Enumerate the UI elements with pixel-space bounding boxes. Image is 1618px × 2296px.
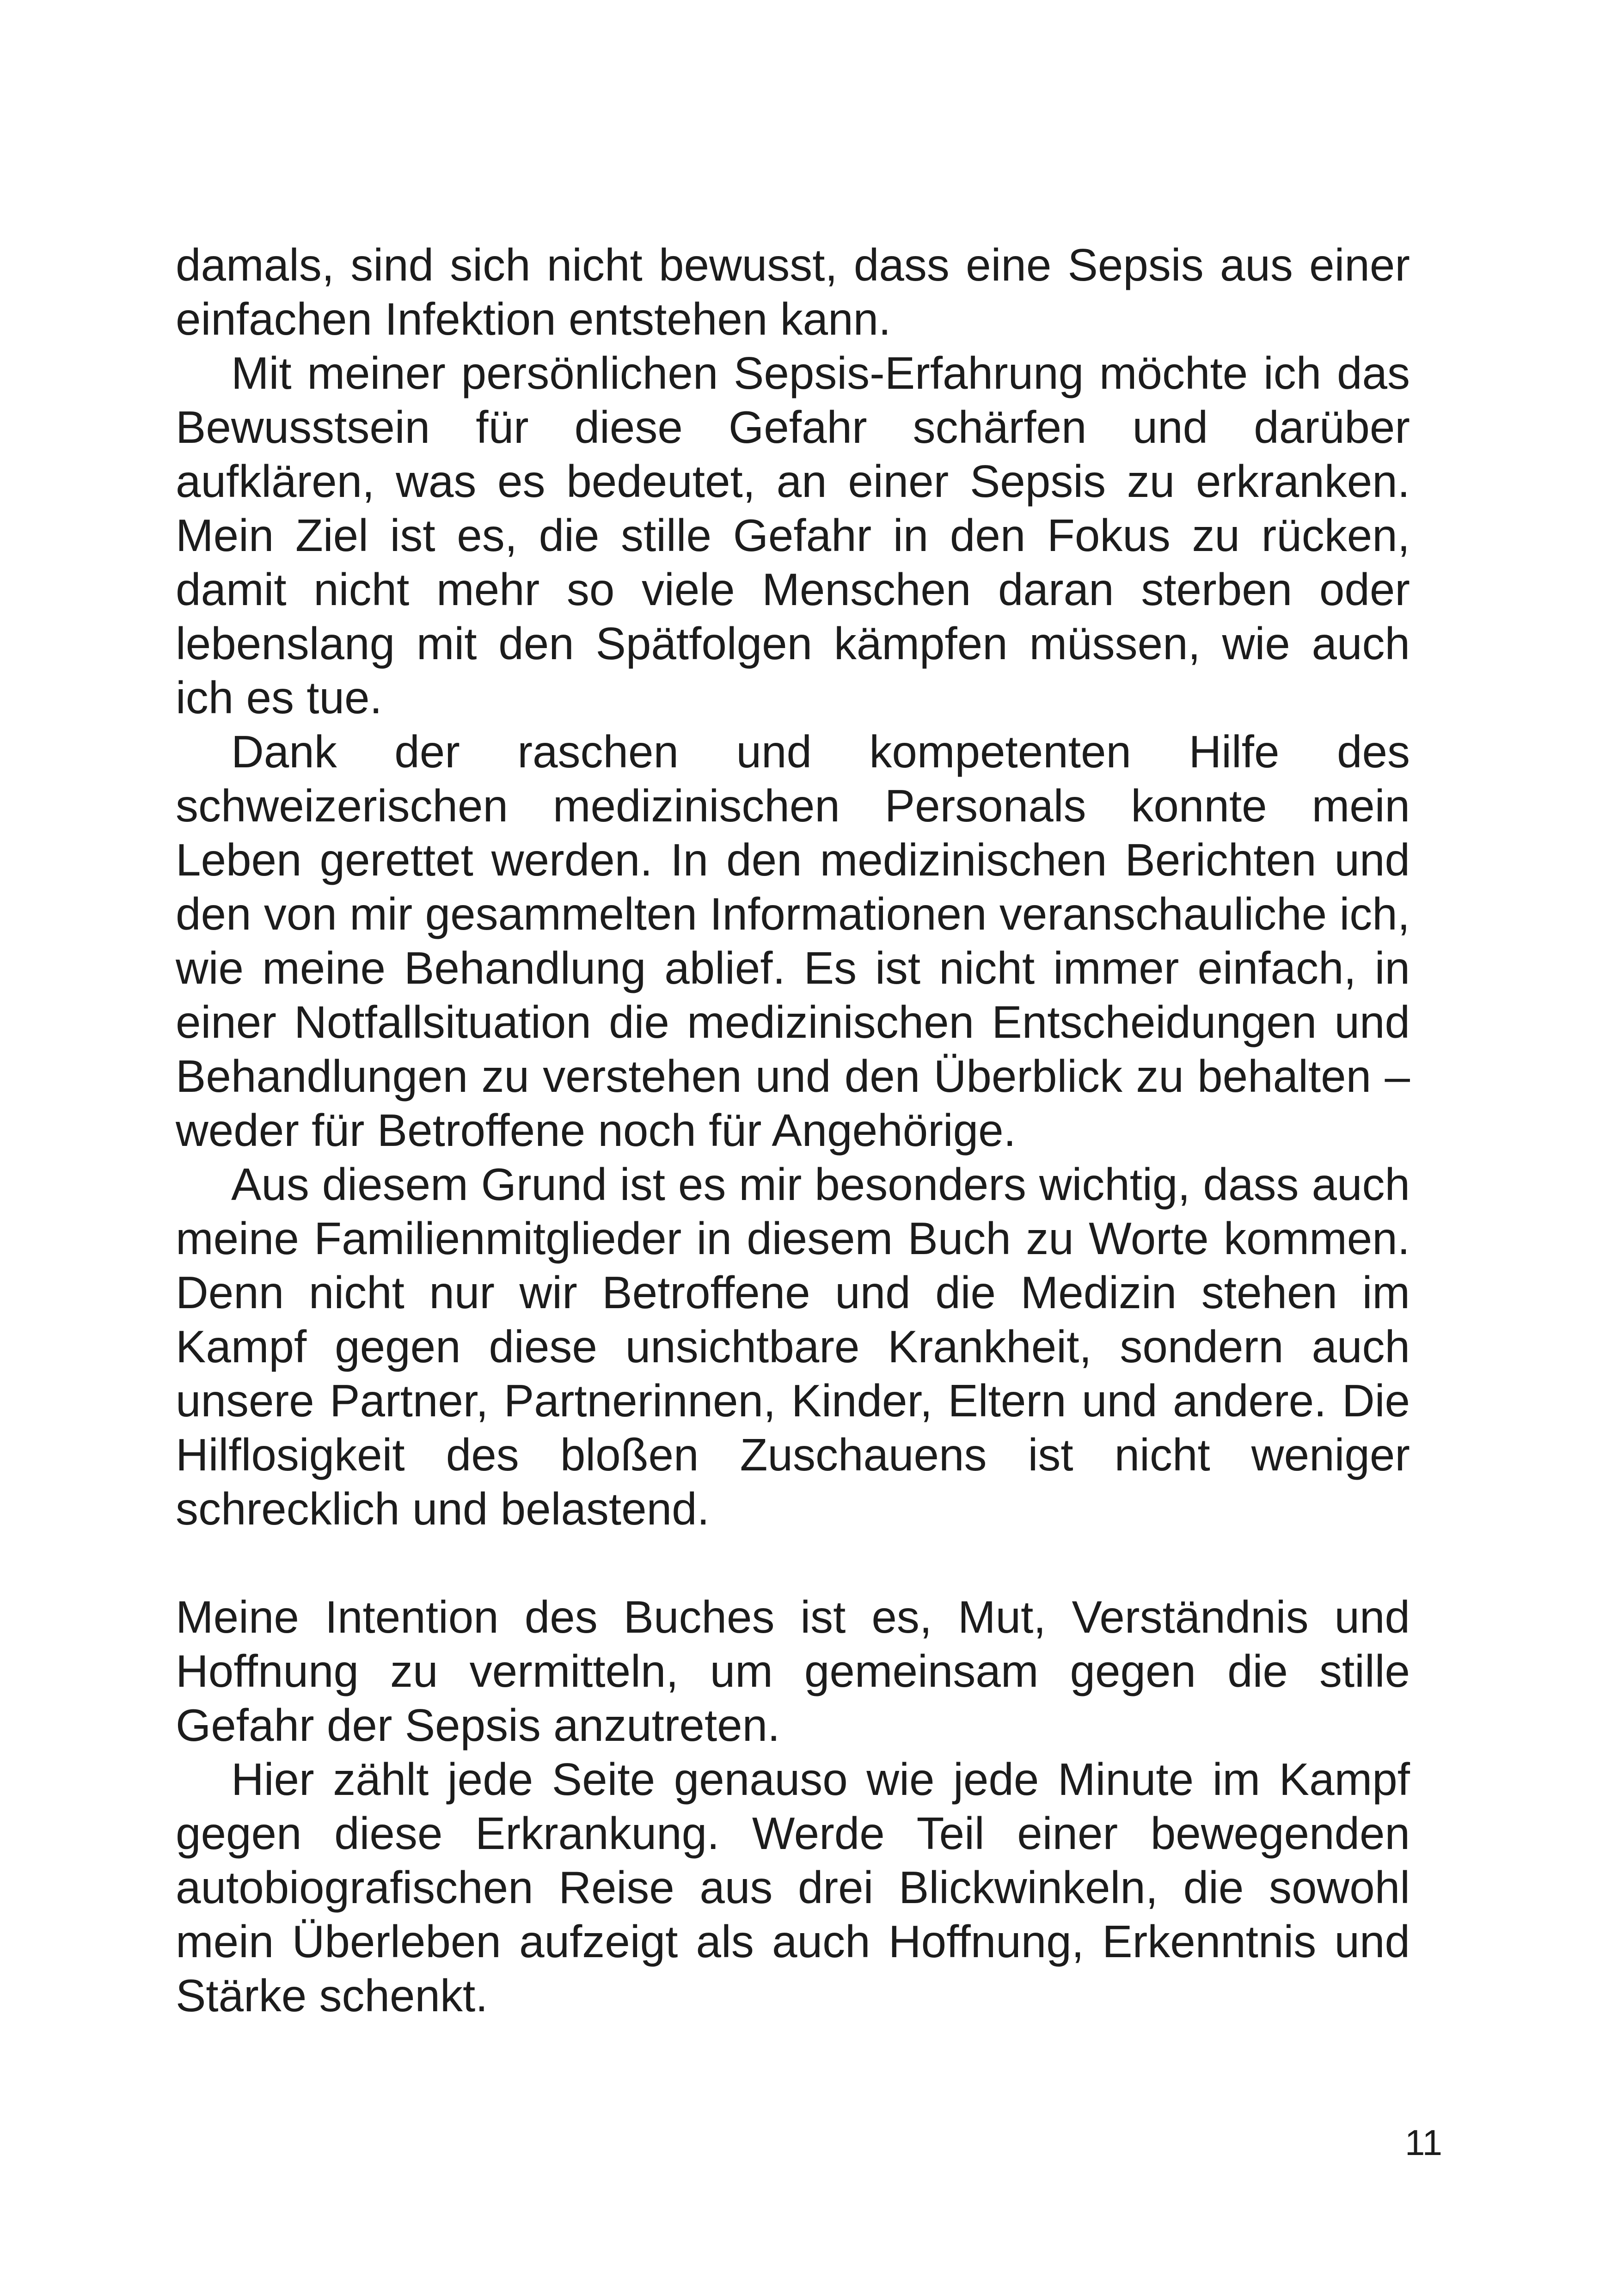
paragraph-every-page-counts: Hier zählt jede Seite genauso wie jede Minute im Kampf gegen diese Erkrankung. Werde Teil einer bewegenden autobiografischen Reise aus drei Blickwinkeln, die sowohl mein Überleben aufzeigt als auch Hoffnung, Erkenntnis und Stärke schenkt. — [176, 1754, 1410, 2021]
page-body — [176, 238, 1410, 2023]
paragraph-family-voices: Aus diesem Grund ist es mir besonders wichtig, dass auch meine Familienmitglieder in diesem Buch zu Worte kommen. Denn nicht nur wir Betroffene und die Medizin stehen im Kampf gegen diese unsichtbare Krankheit, sondern auch unsere Partner, Partnerinnen, Kinder, Eltern und andere. Die Hilflosigkeit des bloßen Zuschauens ist nicht weniger schrecklich und belastend. — [176, 1159, 1410, 1534]
paragraph-medical-help: Dank der raschen und kompetenten Hilfe des schweizerischen medizinischen Personals konnte mein Leben gerettet werden. In den medizinischen Berichten und den von mir gesammelten Informationen veranschauliche ich, wie meine Behandlung ablief. Es ist nicht immer einfach, in einer Notfallsituation die medizinischen Entscheidungen und Behandlungen zu verstehen und den Überblick zu behalten – weder für Betroffene noch für Angehörige. — [176, 726, 1410, 1156]
paragraph-continuation: damals, sind sich nicht bewusst, dass eine Sepsis aus einer einfachen Infektion entstehen kann. — [176, 239, 1410, 344]
paragraph-personal-experience: Mit meiner persönlichen Sepsis-Erfahrung möchte ich das Bewusstsein für diese Gefahr schärfen und darüber aufklären, was es bedeutet, an einer Sepsis zu erkranken. Mein Ziel ist es, die stille Gefahr in den Fokus zu rücken, damit nicht mehr so viele Menschen daran sterben oder lebenslang mit den Spätfolgen kämpfen müssen, wie auch ich es tue. — [176, 348, 1410, 723]
paragraph-book-intention: Meine Intention des Buches ist es, Mut, Verständnis und Hoffnung zu vermitteln, um gemeinsam gegen die stille Gefahr der Sepsis anzutreten. — [176, 1592, 1410, 1751]
page-number: 11 — [1405, 2122, 1442, 2163]
